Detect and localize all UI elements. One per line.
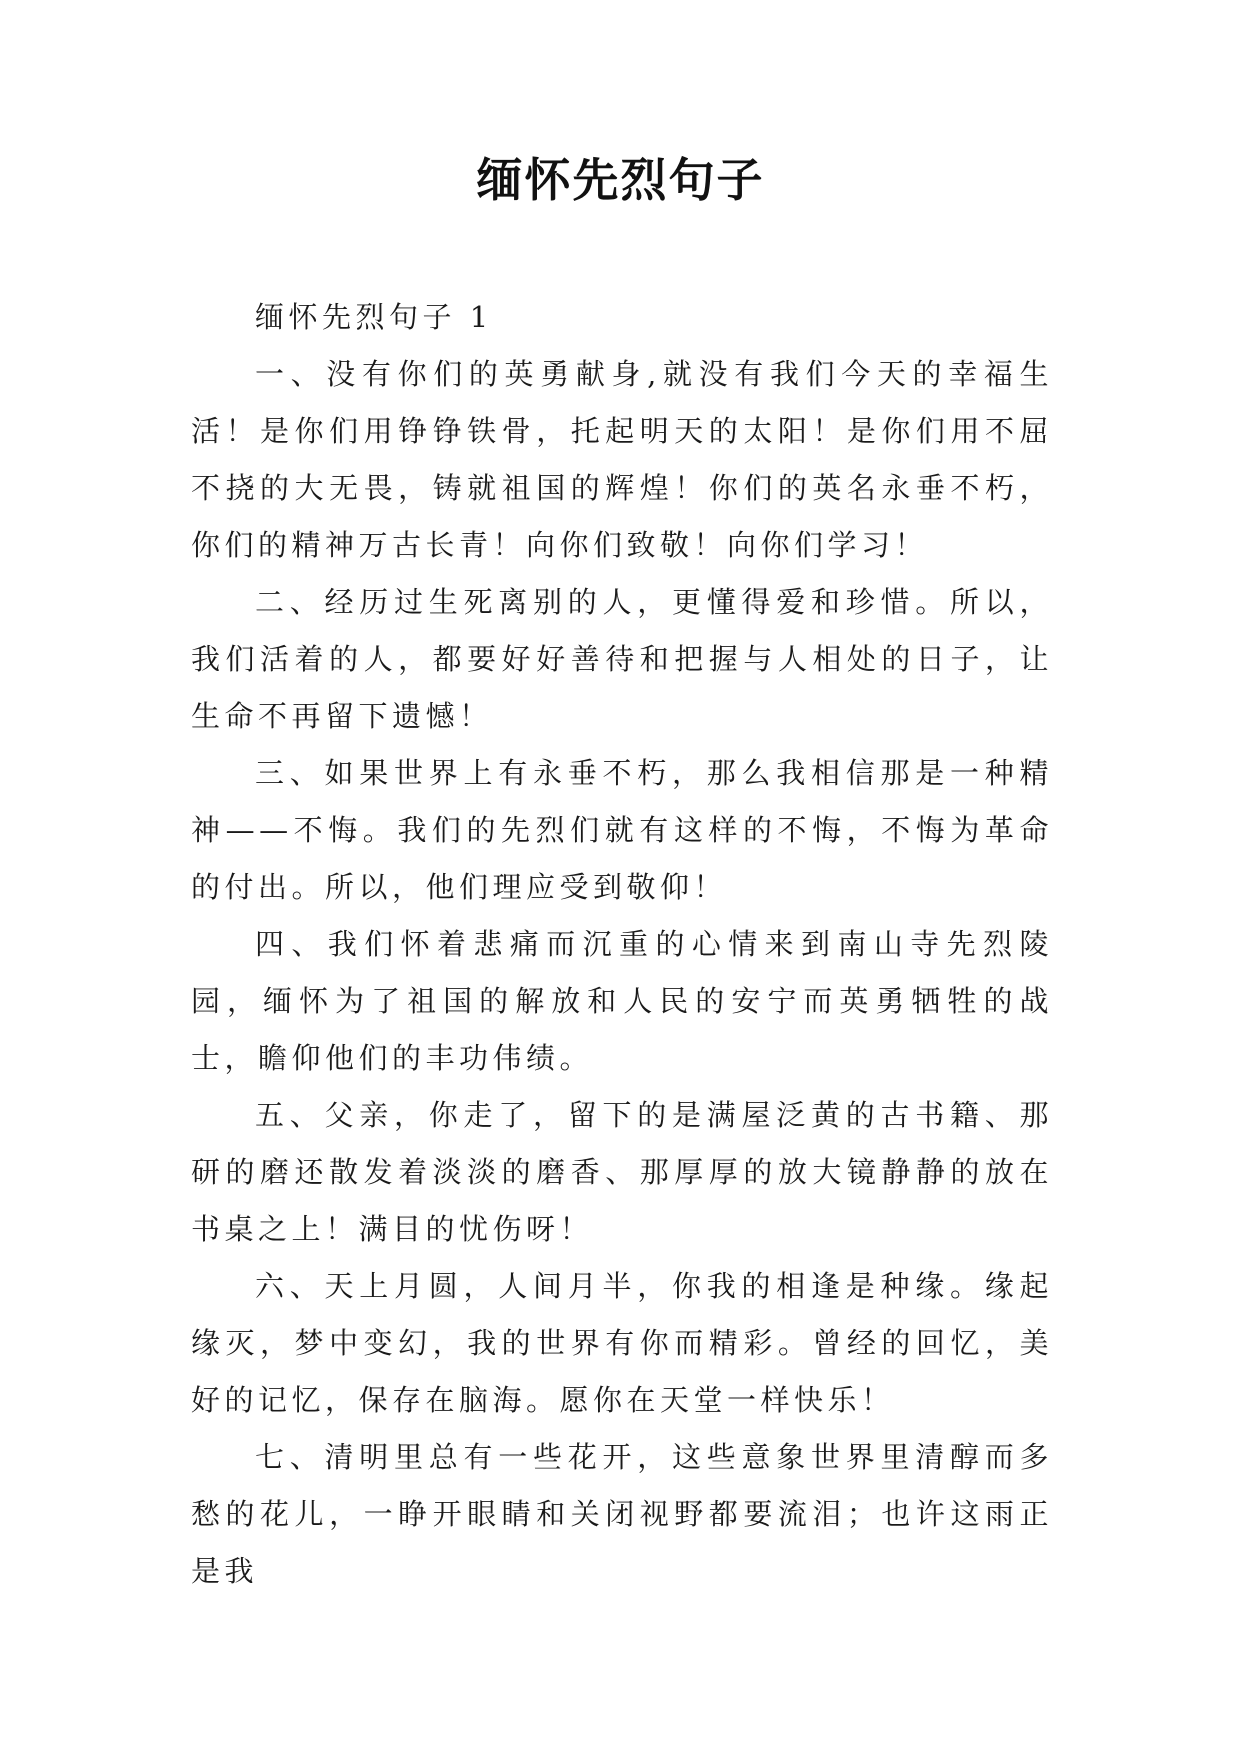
paragraph-1: 一、没有你们的英勇献身,就没有我们今天的幸福生活！是你们用铮铮铁骨，托起明天的太阳！是你们用不屈不挠的大无畏，铸就祖国的辉煌！你们的英名永垂不朽，你们的精神万古长青！向你们致敬！向你们学习！ [191, 357, 1053, 562]
paragraph-2: 二、经历过生死离别的人，更懂得爱和珍惜。所以，我们活着的人，都要好好善待和把握与人相处的日子，让生命不再留下遗憾！ [191, 585, 1053, 733]
paragraph-7: 七、清明里总有一些花开，这些意象世界里清醇而多愁的花儿，一睁开眼睛和关闭视野都要流泪；也许这雨正是我 [191, 1440, 1053, 1588]
paragraph-3: 三、如果世界上有永垂不朽，那么我相信那是一种精神——不悔。我们的先烈们就有这样的不悔，不悔为革命的付出。所以，他们理应受到敬仰！ [191, 756, 1053, 904]
paragraph-4: 四、我们怀着悲痛而沉重的心情来到南山寺先烈陵园，缅怀为了祖国的解放和人民的安宁而英勇牺牲的战士，瞻仰他们的丰功伟绩。 [191, 927, 1053, 1075]
section-heading: 缅怀先烈句子 1 [255, 300, 493, 334]
document-body [191, 289, 1053, 1600]
paragraph-5: 五、父亲，你走了，留下的是满屋泛黄的古书籍、那研的磨还散发着淡淡的磨香、那厚厚的放大镜静静的放在书桌之上！满目的忧伤呀！ [191, 1098, 1053, 1246]
paragraph-6: 六、天上月圆，人间月半，你我的相逢是种缘。缘起缘灭，梦中变幻，我的世界有你而精彩。曾经的回忆，美好的记忆，保存在脑海。愿你在天堂一样快乐！ [191, 1269, 1053, 1417]
document-title: 缅怀先烈句子 [476, 153, 765, 207]
